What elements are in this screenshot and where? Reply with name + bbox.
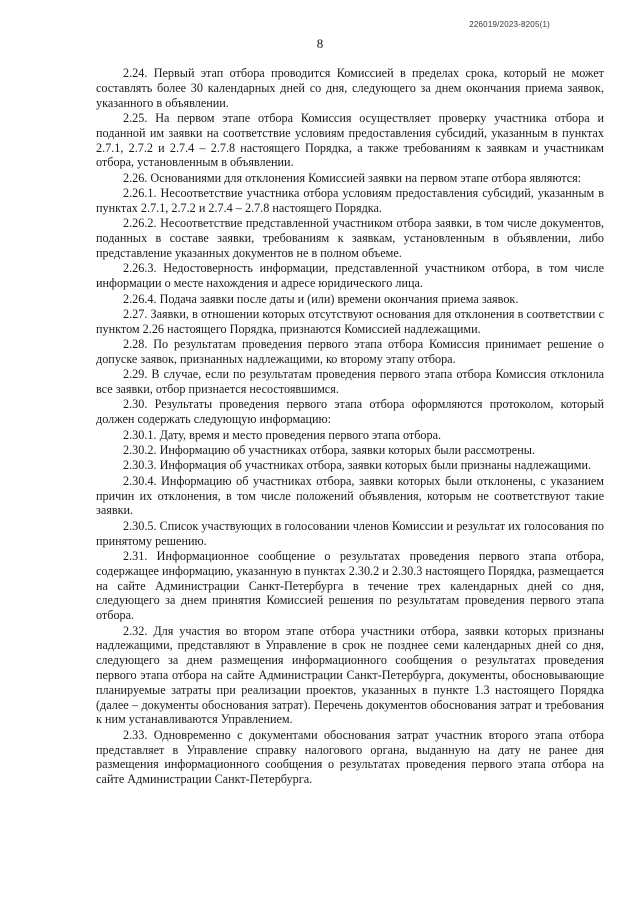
paragraph-2-30-3: 2.30.3. Информация об участниках отбора, заявки которых были признаны надлежащими. [123, 458, 592, 473]
paragraph-2-26-1: 2.26.1. Несоответствие участника отбора условиям предоставления субсидий, указанным в пунктах 2.7.1, 2.7.2 и 2.7.4 – 2.7.8 настоящего Порядка. [96, 186, 604, 215]
paragraph-2-25: 2.25. На первом этапе отбора Комиссия осуществляет проверку участника отбора и поданной им заявки на соответствие условиям предоставления субсидий, указанным в пунктах 2.7.1, 2.7.2 и 2.7.4 – 2.7.8 настоящего Порядка, а также требованиям к заявкам и участникам отбора, установленным в объявлении. [96, 110, 604, 170]
page-number: 8 [316, 36, 324, 51]
paragraph-2-24: 2.24. Первый этап отбора проводится Комиссией в пределах срока, который не может составлять более 30 календарных дней со дня, следующего за днем окончания приема заявок, указанного в объявлении. [96, 66, 604, 110]
paragraph-2-30-4: 2.30.4. Информацию об участниках отбора, заявки которых были отклонены, с указанием причин их отклонения, в том числе положений объявления, которым не соответствуют такие заявки. [96, 473, 604, 518]
paragraph-2-29: 2.29. В случае, если по результатам проведения первого этапа отбора Комиссия отклонила все заявки, отбор признается несостоявшимся. [96, 367, 604, 397]
paragraph-2-26-2: 2.26.2. Несоответствие представленной участником отбора заявки, в том числе документов, поданных в составе заявки, требованиям к заявкам, установленным в объявлении, либо представление указанных документов не в полном объеме. [96, 216, 604, 260]
paragraph-2-26: 2.26. Основаниями для отклонения Комиссией заявки на первом этапе отбора являются: [123, 170, 582, 185]
paragraph-2-28: 2.28. По результатам проведения первого этапа отбора Комиссия принимает решение о допуске заявок, признанных надлежащими, ко второму этапу отбора. [96, 337, 604, 366]
document-id: 226019/2023-8205(1) [469, 20, 550, 29]
paragraph-2-30-1: 2.30.1. Дату, время и место проведения первого этапа отбора. [123, 427, 442, 442]
document-body [96, 66, 604, 788]
paragraph-2-31: 2.31. Информационное сообщение о результатах проведения первого этапа отбора, содержащее информацию, указанную в пунктах 2.30.2 и 2.30.3 настоящего Порядка, размещается на сайте Администрации Санкт-Петербурга в течение трех календарных дней со дня, следующего за днем принятия Комиссией решения по результатам проведения первого этапа отбора. [96, 549, 604, 623]
paragraph-2-30-2: 2.30.2. Информацию об участниках отбора, заявки которых были рассмотрены. [123, 443, 535, 458]
paragraph-2-32: 2.32. Для участия во втором этапе отбора участники отбора, заявки которых признаны надлежащими, представляют в Управление в срок не позднее семи календарных дней со дня, следующего за днем размещения информационного сообщения о результатах проведения первого этапа отбора на сайте Администрации Санкт-Петербурга, документы, обосновывающие планируемые затраты при реализации проектов, указанных в пункте 1.3 настоящего Порядка (далее – документы обоснования затрат). Перечень документов обоснования затрат и требования к ним устанавливаются Управлением. [96, 623, 604, 727]
paragraph-2-33: 2.33. Одновременно с документами обоснования затрат участник второго этапа отбора представляет в Управление справку налогового органа, выданную на дату не ранее дня размещения информационного сообщения о результатах проведения первого этапа отбора на сайте Администрации Санкт-Петербурга. [96, 727, 604, 787]
paragraph-2-30: 2.30. Результаты проведения первого этапа отбора оформляются протоколом, который должен содержать следующую информацию: [96, 397, 604, 427]
paragraph-2-27: 2.27. Заявки, в отношении которых отсутствуют основания для отклонения в соответствии с пунктом 2.26 настоящего Порядка, признаются Комиссией надлежащими. [96, 306, 604, 336]
paragraph-2-26-3: 2.26.3. Недостоверность информации, представленной участником отбора, в том числе информации о месте нахождения и адресе юридического лица. [96, 261, 604, 291]
paragraph-2-26-4: 2.26.4. Подача заявки после даты и (или) времени окончания приема заявок. [123, 291, 519, 306]
paragraph-2-30-5: 2.30.5. Список участвующих в голосовании членов Комиссии и результат их голосования по принятому решению. [96, 518, 604, 548]
